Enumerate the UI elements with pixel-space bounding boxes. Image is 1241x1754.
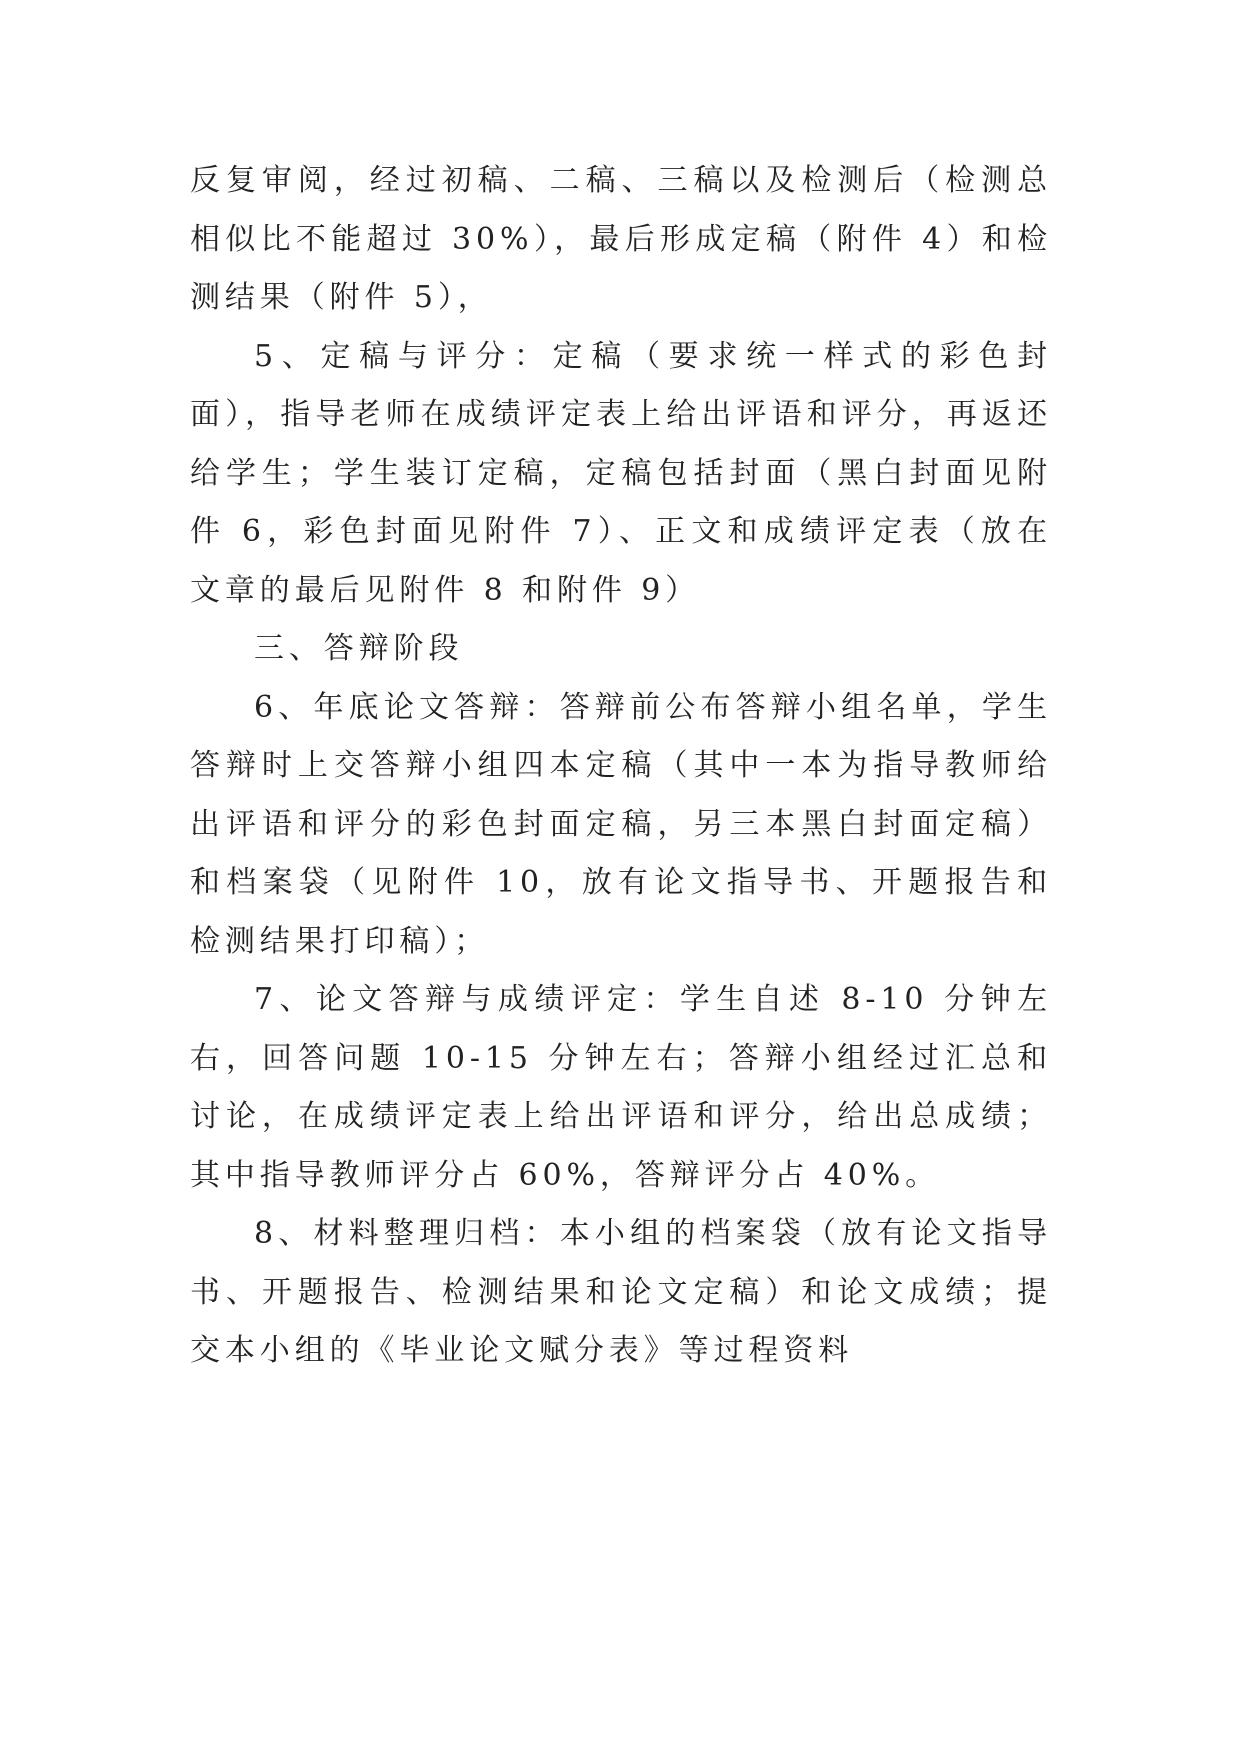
paragraph-finalize-and-grading: 5、定稿与评分：定稿（要求统一样式的彩色封面），指导老师在成绩评定表上给出评语和评分，再返还给学生；学生装订定稿，定稿包括封面（黑白封面见附件 6，彩色封面见附件 7）、正文和成绩评定表（放在文章的最后见附件 8 和附件 9）: [190, 338, 1052, 608]
paragraph-review-drafts: 反复审阅，经过初稿、二稿、三稿以及检测后（检测总相似比不能超过 30%），最后形成定稿（附件 4）和检测结果（附件 5），: [190, 163, 1052, 315]
document-body: [190, 152, 1052, 1381]
paragraph-archiving-materials: 8、材料整理归档：本小组的档案袋（放有论文指导书、开题报告、检测结果和论文定稿）和论文成绩；提交本小组的《毕业论文赋分表》等过程资料: [190, 1216, 1052, 1368]
section-heading-defense-stage: 三、答辩阶段: [254, 631, 464, 666]
paragraph-year-end-defense: 6、年底论文答辩：答辩前公布答辩小组名单，学生答辩时上交答辩小组四本定稿（其中一本为指导教师给出评语和评分的彩色封面定稿，另三本黑白封面定稿）和档案袋（见附件 10，放有论文指导书、开题报告和检测结果打印稿）；: [190, 689, 1052, 959]
paragraph-defense-and-scoring: 7、论文答辩与成绩评定：学生自述 8-10 分钟左右，回答问题 10-15 分钟左右；答辩小组经过汇总和讨论，在成绩评定表上给出评语和评分，给出总成绩；其中指导教师评分占 60%，答辩评分占 40%。: [190, 982, 1052, 1193]
